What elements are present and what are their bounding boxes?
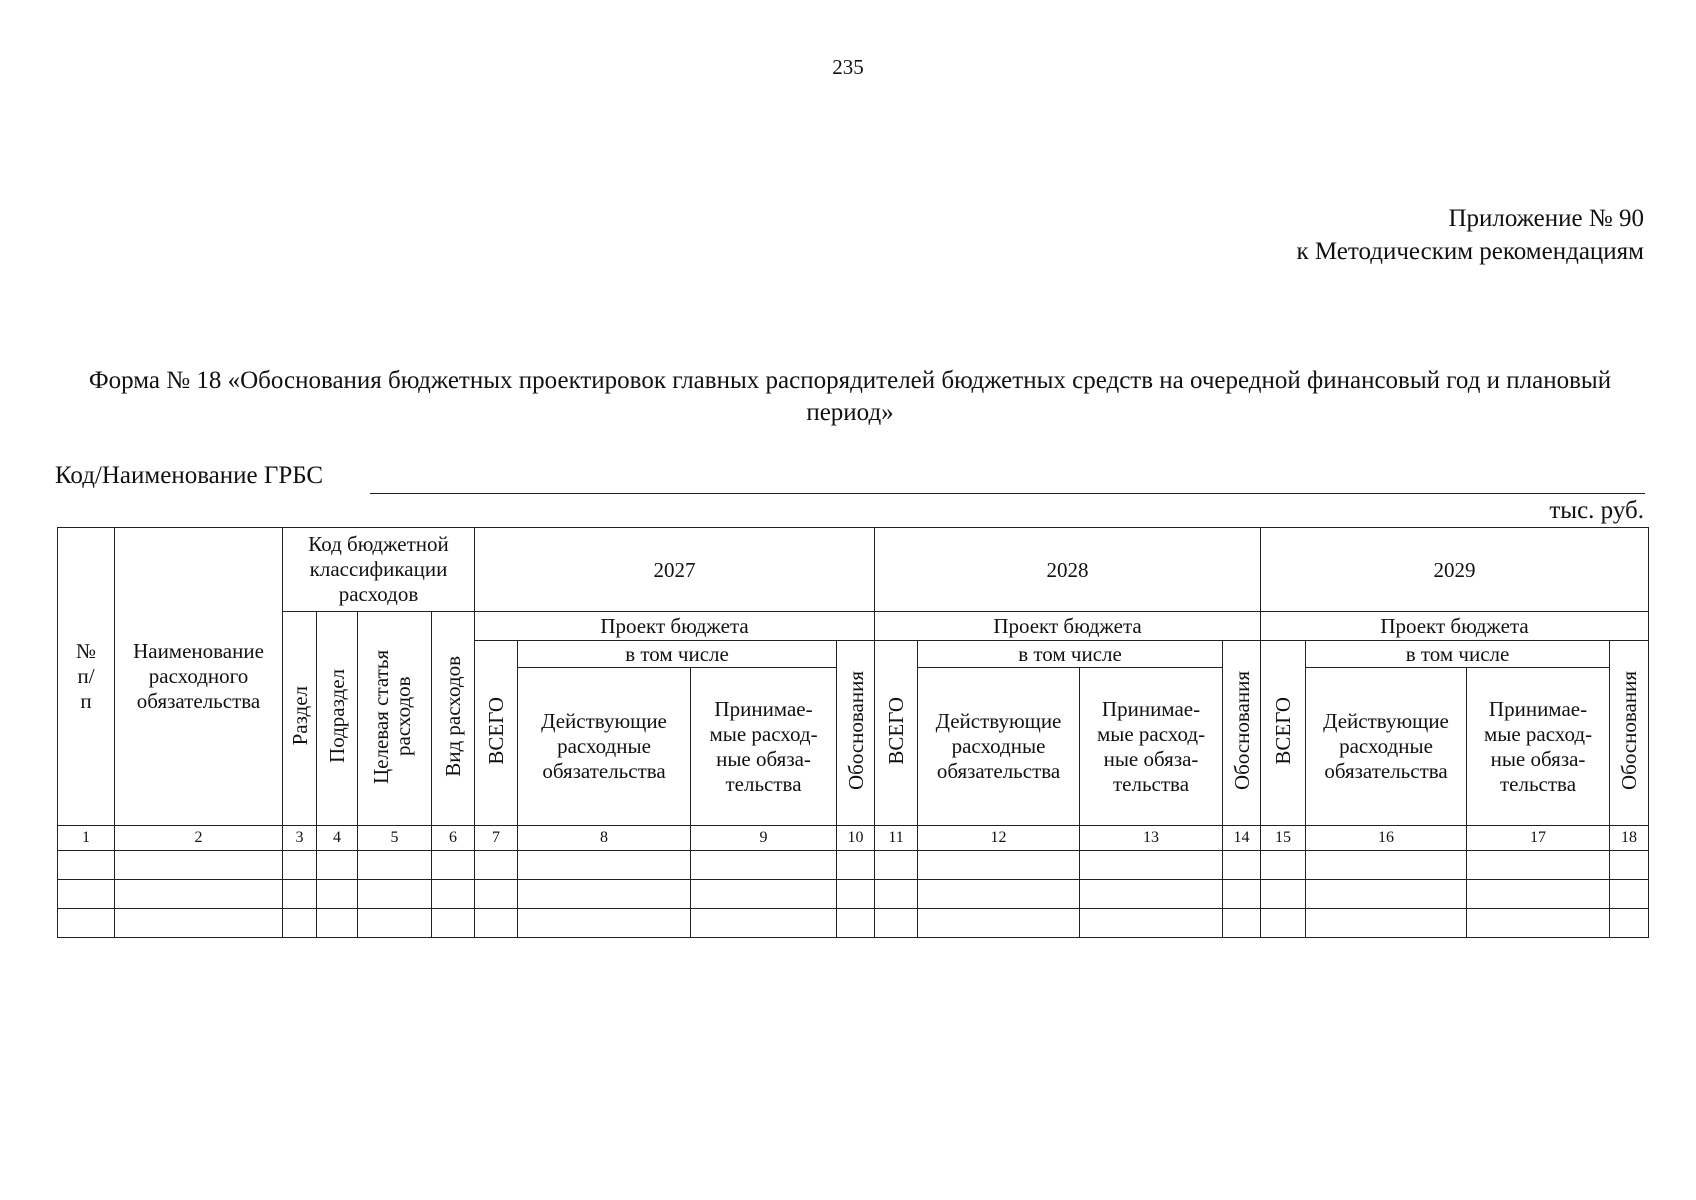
table-cell[interactable] <box>432 909 475 938</box>
column-number: 16 <box>1306 826 1467 851</box>
table-cell[interactable] <box>1223 851 1261 880</box>
table-cell[interactable] <box>1306 909 1467 938</box>
table-cell[interactable] <box>475 880 518 909</box>
header-obligation-name: Наименование расходного обязательства <box>115 528 283 826</box>
table-row <box>58 909 1649 938</box>
table-cell[interactable] <box>875 851 918 880</box>
appendix-caption: к Методическим рекомендациям <box>1296 238 1644 265</box>
column-number: 14 <box>1223 826 1261 851</box>
table-cell[interactable] <box>518 851 691 880</box>
table-cell[interactable] <box>1080 909 1223 938</box>
table-cell[interactable] <box>283 909 317 938</box>
column-number: 11 <box>875 826 918 851</box>
table-cell[interactable] <box>918 909 1080 938</box>
column-number: 9 <box>691 826 837 851</box>
table-cell[interactable] <box>875 880 918 909</box>
table-cell[interactable] <box>1261 880 1306 909</box>
header-year-2028: 2028 <box>875 528 1261 612</box>
header-expense-type: Вид расходов <box>432 612 475 826</box>
header-justification-2029: Обоснования <box>1610 641 1649 826</box>
table-cell[interactable] <box>1080 851 1223 880</box>
table-cell[interactable] <box>1610 909 1649 938</box>
table-cell[interactable] <box>518 909 691 938</box>
table-cell[interactable] <box>1610 851 1649 880</box>
column-number: 4 <box>317 826 358 851</box>
column-number: 1 <box>58 826 115 851</box>
grbs-label: Код/Наименование ГРБС <box>55 462 324 489</box>
table-cell[interactable] <box>1223 909 1261 938</box>
header-justification-2027: Обоснования <box>837 641 875 826</box>
column-number: 15 <box>1261 826 1306 851</box>
header-row-number: № п/п <box>58 528 115 826</box>
table-cell[interactable] <box>691 851 837 880</box>
header-total-2029: ВСЕГО <box>1261 641 1306 826</box>
form-title: Форма № 18 «Обоснования бюджетных проектировок главных распорядителей бюджетных средств на очередной финансовый год и плановый период» <box>88 367 1612 426</box>
grbs-fill-line[interactable] <box>370 493 1645 494</box>
header-accepted-obligations-2029: Принимае-мые расход-ные обяза-тельства <box>1467 668 1610 826</box>
appendix-number: Приложение № 90 <box>1448 205 1644 232</box>
column-number: 7 <box>475 826 518 851</box>
table-cell[interactable] <box>1467 851 1610 880</box>
table-cell[interactable] <box>837 909 875 938</box>
header-project-2028: Проект бюджета <box>875 612 1261 641</box>
table-cell[interactable] <box>283 880 317 909</box>
column-number: 18 <box>1610 826 1649 851</box>
table-cell[interactable] <box>358 851 432 880</box>
table-cell[interactable] <box>317 851 358 880</box>
header-year-2029: 2029 <box>1261 528 1649 612</box>
column-number: 10 <box>837 826 875 851</box>
header-project-2029: Проект бюджета <box>1261 612 1649 641</box>
budget-justification-table <box>57 527 1649 938</box>
column-number: 6 <box>432 826 475 851</box>
table-cell[interactable] <box>837 880 875 909</box>
column-number: 8 <box>518 826 691 851</box>
table-cell[interactable] <box>115 909 283 938</box>
header-project-2027: Проект бюджета <box>475 612 875 641</box>
header-target-article: Целевая статья расходов <box>358 612 432 826</box>
table-cell[interactable] <box>1223 880 1261 909</box>
header-subsection: Подраздел <box>317 612 358 826</box>
table-cell[interactable] <box>1080 880 1223 909</box>
header-kbk: Код бюджетной классификации расходов <box>283 528 475 612</box>
header-including-2028: в том числе <box>918 641 1223 668</box>
table-cell[interactable] <box>1306 851 1467 880</box>
table-cell[interactable] <box>837 851 875 880</box>
column-numbers-row <box>58 826 1649 851</box>
table-cell[interactable] <box>918 880 1080 909</box>
table-cell[interactable] <box>1261 909 1306 938</box>
table-cell[interactable] <box>115 880 283 909</box>
header-current-obligations-2027: Действующие расходные обязательства <box>518 668 691 826</box>
table-cell[interactable] <box>518 880 691 909</box>
table-cell[interactable] <box>317 909 358 938</box>
header-accepted-obligations-2027: Принимае-мые расход-ные обяза-тельства <box>691 668 837 826</box>
column-number: 5 <box>358 826 432 851</box>
table-cell[interactable] <box>432 880 475 909</box>
table-cell[interactable] <box>115 851 283 880</box>
header-accepted-obligations-2028: Принимае-мые расход-ные обяза-тельства <box>1080 668 1223 826</box>
header-including-2027: в том числе <box>518 641 837 668</box>
units-label: тыс. руб. <box>1549 497 1644 524</box>
header-justification-2028: Обоснования <box>1223 641 1261 826</box>
header-current-obligations-2029: Действующие расходные обязательства <box>1306 668 1467 826</box>
table-cell[interactable] <box>358 909 432 938</box>
table-cell[interactable] <box>691 909 837 938</box>
table-cell[interactable] <box>1467 909 1610 938</box>
header-total-2027: ВСЕГО <box>475 641 518 826</box>
column-number: 12 <box>918 826 1080 851</box>
table-cell[interactable] <box>58 880 115 909</box>
table-cell[interactable] <box>58 909 115 938</box>
column-number: 13 <box>1080 826 1223 851</box>
table-row <box>58 851 1649 880</box>
appendix-reference <box>1296 202 1644 268</box>
header-current-obligations-2028: Действующие расходные обязательства <box>918 668 1080 826</box>
table-cell[interactable] <box>875 909 918 938</box>
table-cell[interactable] <box>475 909 518 938</box>
table-cell[interactable] <box>691 880 837 909</box>
table-row <box>58 880 1649 909</box>
table-cell[interactable] <box>918 851 1080 880</box>
column-number: 17 <box>1467 826 1610 851</box>
header-year-2027: 2027 <box>475 528 875 612</box>
grbs-field <box>55 462 1645 496</box>
table-cell[interactable] <box>358 880 432 909</box>
table-cell[interactable] <box>1306 880 1467 909</box>
table-cell[interactable] <box>1261 851 1306 880</box>
header-including-2029: в том числе <box>1306 641 1610 668</box>
table-cell[interactable] <box>283 851 317 880</box>
header-total-2028: ВСЕГО <box>875 641 918 826</box>
table-cell[interactable] <box>58 851 115 880</box>
table-cell[interactable] <box>475 851 518 880</box>
page-number: 235 <box>832 55 864 79</box>
table-cell[interactable] <box>432 851 475 880</box>
table-cell[interactable] <box>1467 880 1610 909</box>
header-section: Раздел <box>283 612 317 826</box>
table-cell[interactable] <box>1610 880 1649 909</box>
column-number: 2 <box>115 826 283 851</box>
table-cell[interactable] <box>317 880 358 909</box>
column-number: 3 <box>283 826 317 851</box>
